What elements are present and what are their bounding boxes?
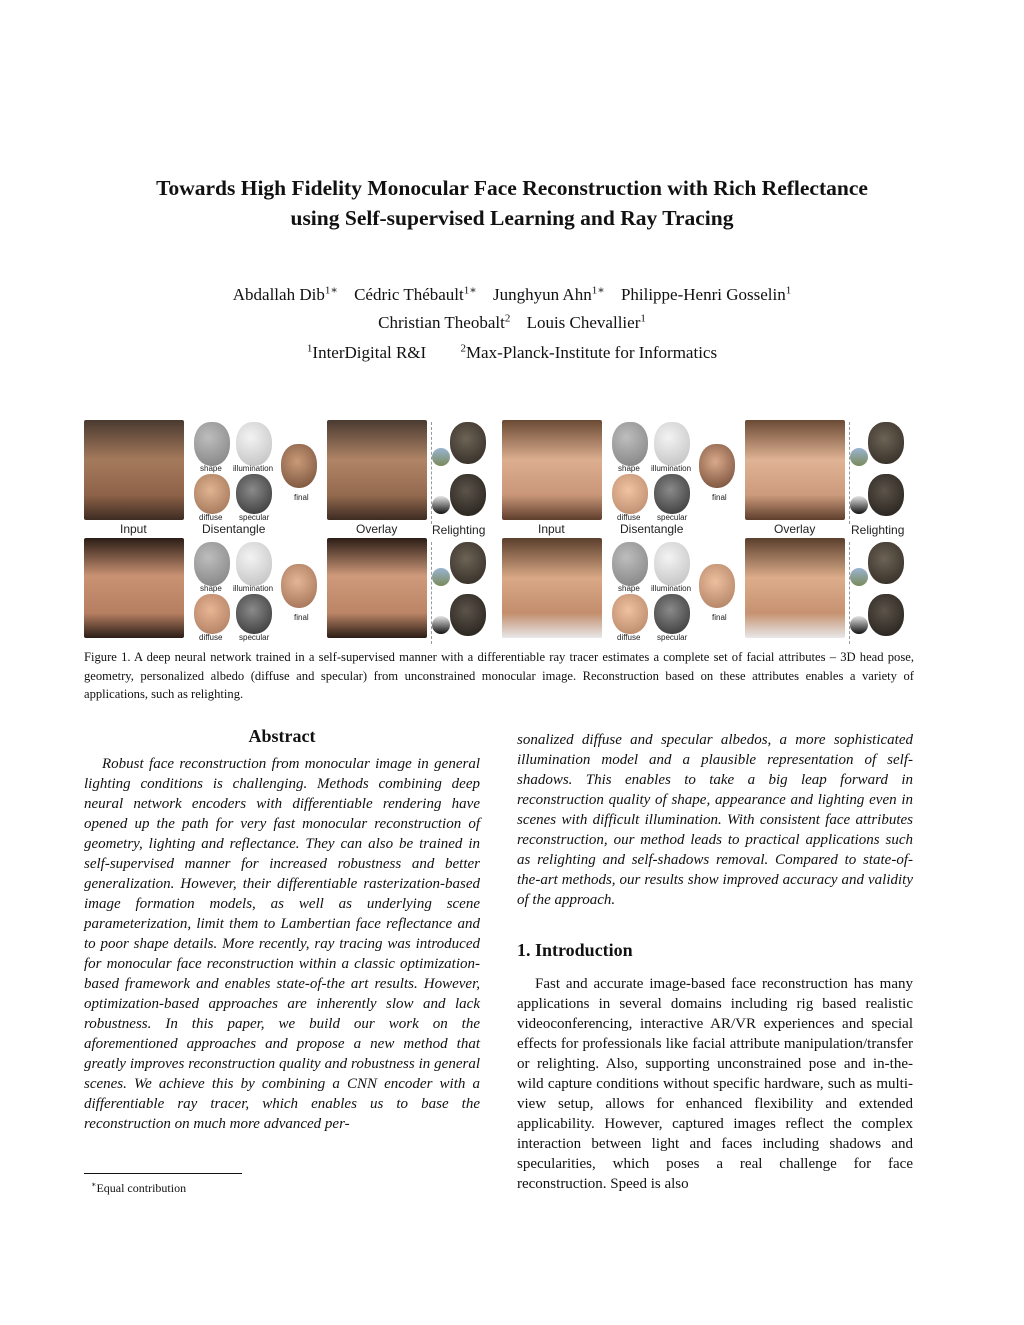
env-map-icon [432,448,450,466]
overlay-photo [327,538,427,638]
example-top-right [502,418,917,529]
relight-render-2 [450,474,486,516]
illumination-render [654,422,690,466]
illumination-label: illumination [651,464,692,473]
relight-render-2 [450,594,486,636]
teaser-figure [84,418,914,640]
shape-render [612,422,648,466]
abstract-text-right: sonalized diffuse and specular albedos, a more sophisticated illumination model and a plausible representation of self-shadows. This enables to take a big leap forward in reconstruction quality of shape, appearance and lighting even in scenes with difficult illumination. With consistent face attributes reconstruction, our method leads to practical applications such as relighting and self-shadows removal. Compared to state-of-the-art methods, our results show improved accuracy and validity of the approach. [517,732,913,908]
diffuse-label: diffuse [199,633,223,642]
env-map-icon [850,496,868,514]
illumination-label: illumination [233,464,274,473]
relight-render-2 [868,594,904,636]
shape-label: shape [618,584,640,593]
left-column [84,726,480,1134]
relight-render-1 [450,422,486,464]
abstract-heading: Abstract [248,726,316,746]
author: Louis Chevallier$^1$ [526,312,646,333]
author-list [60,278,964,335]
diffuse-label: diffuse [199,513,223,522]
specular-label: specular [239,513,270,522]
relighting-label: Relighting [851,523,905,537]
shape-label: shape [618,464,640,473]
introduction-heading: 1. Introduction [517,940,633,960]
specular-render [654,474,690,514]
illumination-label: illumination [651,584,692,593]
shape-label: shape [200,464,222,473]
final-label: final [712,493,727,502]
final-label: final [712,613,727,622]
affiliation-2: $^2$Max-Planck-Institute for Informatics [460,342,718,362]
disentangle-label: Disentangle [620,522,684,536]
input-photo [502,420,602,520]
final-render [281,444,317,488]
diffuse-render [612,594,648,634]
specular-label: specular [657,513,688,522]
input-photo [502,538,602,638]
env-map-icon [432,496,450,514]
example-top-left [84,418,499,529]
input-label: Input [538,522,565,536]
example-bottom-left [84,538,499,649]
input-label: Input [120,522,147,536]
author: Philippe-Henri Gosselin$^1$ [620,284,792,304]
final-render [699,564,735,608]
title-line-2: using Self-supervised Learning and Ray Tracing [290,206,734,230]
illumination-render [654,542,690,586]
specular-render [654,594,690,634]
disentangle-label: Disentangle [202,522,266,536]
env-map-icon [850,616,868,634]
footnote-rule [84,1173,242,1174]
overlay-photo [745,420,845,520]
right-column [517,730,913,1194]
author-line-1 [60,278,964,307]
author: Cédric Thébault$^{1∗}$ [354,284,477,304]
shape-label: shape [200,584,222,593]
final-render [699,444,735,488]
env-map-icon [850,448,868,466]
final-render [281,564,317,608]
relight-render-1 [868,422,904,464]
introduction-text: Fast and accurate image-based face reconstruction has many applications in several domains including rig based realistic videoconferencing, interactive AR/VR experiences and special effects for professionals like facial attribute manipulation/transfer or relighting. Also, supporting unconstrained pose and in-the-wild capture conditions without specific hardware, such as multi-view setup, allows for enhanced flexibility and extended applicability. However, captured images reflect the complex interaction between light and faces including shadows and specularities, which poses a real challenge for face reconstruction. Speed is also [517,976,913,1192]
relight-render-1 [450,542,486,584]
relight-render-1 [868,542,904,584]
title-line-1: Towards High Fidelity Monocular Face Reconstruction with Rich Reflectance [156,176,868,200]
final-label: final [294,613,309,622]
env-map-icon [850,568,868,586]
diffuse-label: diffuse [617,513,641,522]
overlay-photo [327,420,427,520]
illumination-render [236,422,272,466]
illumination-render [236,542,272,586]
footnote: ∗Equal contribution [91,1180,187,1195]
overlay-photo [745,538,845,638]
affiliation-1: $^1$InterDigital R&I [306,342,427,362]
env-map-icon [432,616,450,634]
relight-render-2 [868,474,904,516]
specular-render [236,594,272,634]
author: Christian Theobalt$^2$ [378,312,511,333]
specular-label: specular [657,633,688,642]
diffuse-label: diffuse [617,633,641,642]
input-photo [84,538,184,638]
author: Abdallah Dib$^{1∗}$ [232,284,338,304]
figure-caption: Figure 1. A deep neural network trained in a self-supervised manner with a differentiable ray tracer estimates a complete set of facial attributes – 3D head pose, geometry, personalized albedo (diffuse and specular) from unconstrained monocular image. Reconstruction based on these attributes enables a variety of applications, such as relighting. [84,650,914,701]
input-photo [84,420,184,520]
specular-label: specular [239,633,270,642]
overlay-label: Overlay [356,522,398,536]
illumination-label: illumination [233,584,274,593]
diffuse-render [194,474,230,514]
relighting-label: Relighting [432,523,486,537]
diffuse-render [612,474,648,514]
author: Junghyun Ahn$^{1∗}$ [492,284,605,304]
diffuse-render [194,594,230,634]
env-map-icon [432,568,450,586]
abstract-text-left: Robust face reconstruction from monocular image in general lighting conditions is challenging. Methods combining deep neural network encoders with differentiable rendering have opened up the path for very fast monocular reconstruction of geometry, lighting and reflectance. They can also be trained in self-supervised manner for increased robustness and better generalization. However, their differentiable rasterization-based image formation models, as well as underlying scene parameterization, limit them to Lambertian face reflectance and to poor shape details. More recently, ray tracing was introduced for monocular face reconstruction within a classic optimization-based framework and enables state-of-the art results. However, optimization-based approaches are inherently slow and lack robustness. In this paper, we build our work on the aforementioned approaches and propose a new method that greatly improves reconstruction quality and robustness in general scenes. We achieve this by combining a CNN encoder with a differentiable ray tracer, which enables us to base the reconstruction on much more advanced per- [84,756,480,1132]
example-bottom-right [502,538,917,649]
affiliations [60,342,964,363]
final-label: final [294,493,309,502]
shape-render [194,542,230,586]
author-line-2 [60,307,964,336]
shape-render [612,542,648,586]
specular-render [236,474,272,514]
paper-title [60,173,964,233]
overlay-label: Overlay [774,522,816,536]
shape-render [194,422,230,466]
